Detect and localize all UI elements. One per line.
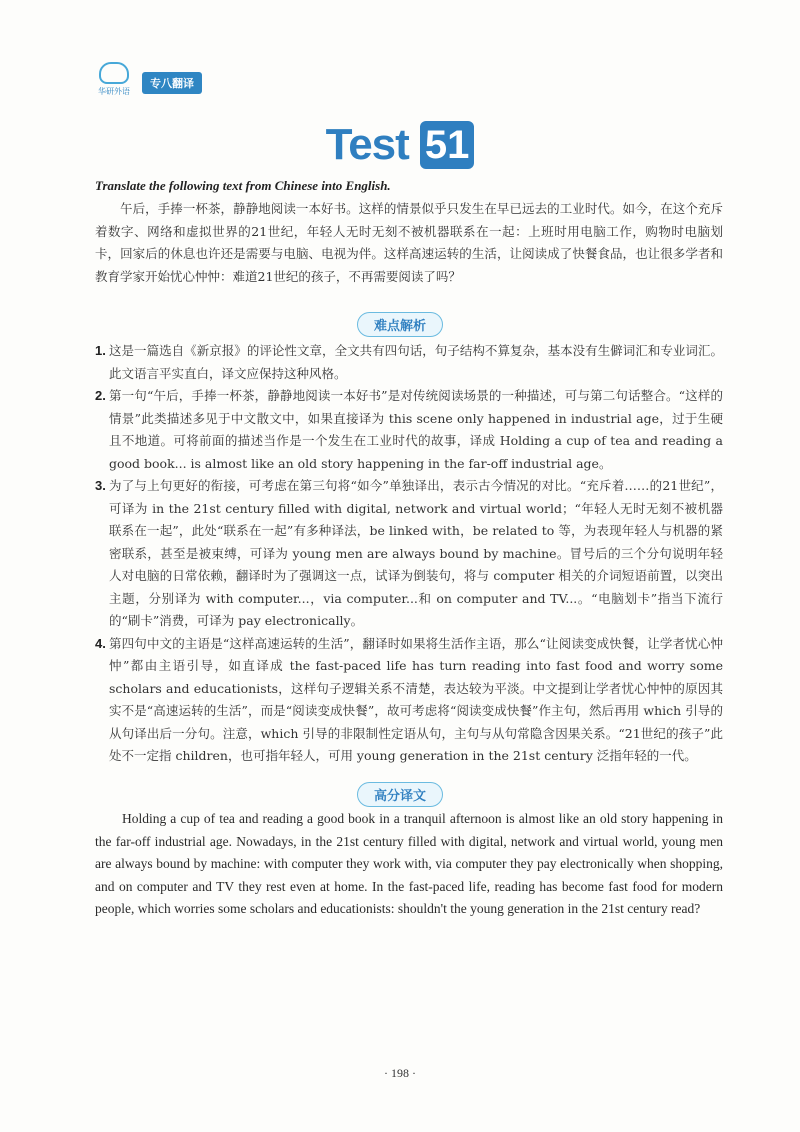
analysis-item-text: 第四句中文的主语是“这样高速运转的生活”，翻译时如果将生活作主语，那么“让阅读变成快餐，让学者忧心忡忡”都由主语引导，如直译成 the fast-paced life has turn reading into fast food and worry some scholars and educationists，这样句子逻辑关系不清楚，表达较为平淡。中文提到让学者忧心忡忡的原因其实不是“高速运转的生活”，而是“阅读变成快餐”，故可考虑将“阅读变成快餐”作主句，然后再用 which 引导的从句译出后一分句。注意，which 引导的非限制性定语从句，主句与从句常隐含因果关系。“21世纪的孩子”此处不一定指 children，也可指年轻人，可用 young generation in the 21st century 泛指年轻的一代。 (109, 635, 723, 763)
analysis-item-text: 第一句“午后，手捧一杯茶，静静地阅读一本好书”是对传统阅读场景的一种描述，可与第二句话整合。“这样的情景”此类描述多见于中文散文中，如果直接译为 this scene only happened in industrial age，过于生硬且不地道。可将前面的描述当作是一个发生在工业时代的故事，译成 Holding a cup of tea and reading a good book... is almost like an old story happening in the far-off industrial age。 (109, 388, 723, 471)
translation-heading-label: 高分译文 (357, 782, 443, 807)
analysis-item-number: 1. (95, 343, 106, 358)
translation-text: Holding a cup of tea and reading a good book in a tranquil afternoon is almost like an old story happening in the far-off industrial age. Nowadays, in the 21st century filled with digital, network and virtual world, young men are always bound by machine: with computer they work with, via computer they pay electronically when shopping, and on computer and TV they rest even at home. In the fast-paced life, reading has become fast food for modern people, which worries some scholars and educationists: shouldn't the young generation in the 21st century read? (95, 811, 723, 916)
analysis-item (95, 475, 723, 633)
analysis-item-text: 为了与上句更好的衔接，可考虑在第三句将“如今”单独译出，表示古今情况的对比。“充斥着……的21世纪”，可译为 in the 21st century filled with digital, network and virtual world；“年轻人无时无刻不被机器联系在一起”，此处“联系在一起”有多种译法，be linked with，be related to 等，为表现年轻人与机器的紧密联系，甚至是被束缚，可译为 young men are always bound by machine。冒号后的三个分句说明年轻人对电脑的日常依赖，翻译时为了强调这一点，试译为倒装句，将与 computer 相关的介词短语前置，以突出主题，分别译为 with computer...，via computer...和 on computer and TV...。“电脑划卡”指当下流行的“刷卡”消费，可译为 pay electronically。 (109, 478, 723, 628)
series-badge: 专八翻译 (142, 72, 202, 94)
test-title (0, 120, 800, 170)
analysis-item-number: 2. (95, 388, 106, 403)
page-header (92, 62, 202, 104)
logo-text: 华研外语 (98, 87, 130, 96)
analysis-list (95, 340, 723, 768)
analysis-item (95, 633, 723, 768)
analysis-item (95, 340, 723, 385)
logo-mark-icon (99, 62, 129, 84)
title-word: Test (325, 120, 409, 169)
page-number: · 198 · (384, 1066, 416, 1080)
source-text: 午后，手捧一杯茶，静静地阅读一本好书。这样的情景似乎只发生在早已远去的工业时代。如今，在这个充斥着数字、网络和虚拟世界的21世纪，年轻人无时无刻不被机器联系在一起：上班时用电脑工作，购物时电脑划卡，回家后的休息也许还是需要与电脑、电视为伴。这样高速运转的生活，让阅读成了快餐食品，也让很多学者和教育学家开始忧心忡忡：难道21世纪的孩子，不再需要阅读了吗？ (95, 201, 723, 284)
analysis-item-text: 这是一篇选自《新京报》的评论性文章，全文共有四句话，句子结构不算复杂，基本没有生僻词汇和专业词汇。此文语言平实直白，译文应保持这种风格。 (109, 343, 723, 381)
instruction: Translate the following text from Chinese into English. (95, 178, 391, 193)
analysis-heading (0, 312, 800, 337)
analysis-item-number: 4. (95, 635, 106, 651)
title-number: 51 (420, 121, 475, 169)
analysis-heading-label: 难点解析 (357, 312, 443, 337)
analysis-item (95, 385, 723, 475)
publisher-logo (92, 62, 136, 104)
analysis-item-number: 3. (95, 478, 106, 493)
translation-heading (0, 782, 800, 807)
